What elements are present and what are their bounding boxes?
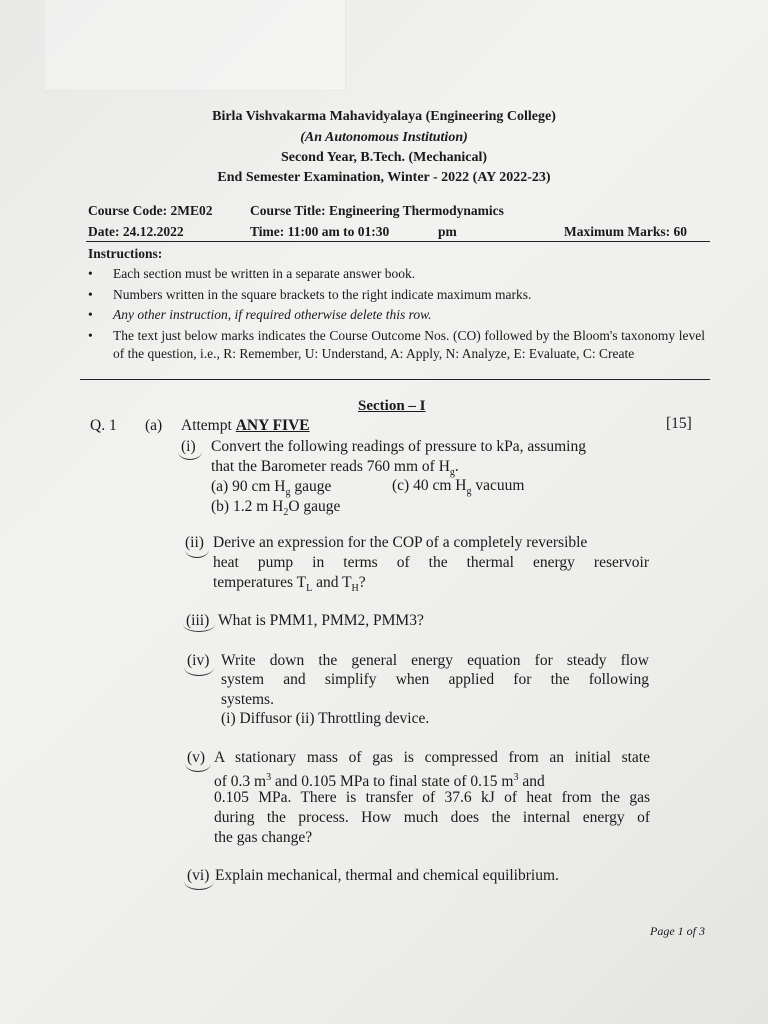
sub-question-i-line1: Convert the following readings of pressure to kPa, assuming [211, 438, 586, 455]
instructions-title: Instructions: [88, 246, 163, 261]
sub-question-v-line2: of 0.3 $m^3$ and 0.105 MPa to final state of 0.15 $m^3$ and [214, 772, 545, 791]
sub-question-v-line1: A stationary mass of gas is compressed from an initial state [214, 749, 650, 766]
tick-mark [185, 541, 209, 558]
sub-question-iv-line2: system and simplify when applied for the following [221, 671, 649, 688]
sub-question-iii-text: What is PMM1, PMM2, PMM3? [218, 612, 424, 629]
sub-question-v-line3: 0.105 MPa. There is transfer of 37.6 kJ of heat from the gas [214, 789, 650, 806]
tick-mark [184, 873, 214, 890]
sub-question-iii-number: (iii) [186, 612, 210, 629]
instructions-divider [80, 379, 710, 380]
sub-question-iv-line3: systems. [221, 691, 274, 708]
exam-time: Time: 11:00 am to 01:30 [250, 224, 390, 239]
bullet-icon: • [88, 328, 93, 343]
sub-question-iv-number: (iv) [187, 652, 210, 669]
sub-question-i-option-a: (a) 90 cm $H_g$ gauge [211, 478, 332, 499]
tick-mark [178, 443, 202, 460]
meta-divider [86, 241, 710, 242]
bullet-icon: • [88, 266, 93, 281]
sub-question-i-option-b: (b) 1.2 m $H_2O$ gauge [211, 498, 341, 519]
paper-sticker-patch [45, 0, 346, 91]
bullet-icon: • [88, 307, 93, 322]
sub-question-vi-number: (vi) [187, 867, 210, 884]
sub-question-iv-line1: Write down the general energy equation for steady flow [221, 652, 649, 669]
attempt-instruction: Attempt ANY FIVE [181, 417, 310, 434]
sub-question-ii-line2: heat pump in terms of the thermal energy reservoir [213, 554, 649, 571]
sub-question-v-number: (v) [187, 749, 206, 766]
tick-mark [184, 659, 214, 676]
question-number: Q. 1 [90, 417, 117, 434]
sub-question-i-line2: that the Barometer reads 760 mm of $H_g$. [211, 458, 459, 479]
instruction-item: • Each section must be written in a separate answer book. [88, 266, 416, 281]
sub-question-i-number: (i) [181, 438, 196, 455]
sub-question-v-line5: the gas change? [214, 829, 313, 846]
year-program: Second Year, B.Tech. (Mechanical) [280, 150, 488, 165]
course-code: Course Code: 2ME02 [88, 203, 213, 218]
exam-title: End Semester Examination, Winter - 2022 (AY 2022-23) [217, 170, 551, 185]
course-title: Course Title: Engineering Thermodynamics [250, 203, 504, 218]
tick-mark [185, 755, 211, 772]
institute-name: Birla Vishvakarma Mahavidyalaya (Engineering College) [212, 109, 556, 124]
question-marks: [15] [666, 415, 692, 432]
sub-question-ii-number: (ii) [185, 534, 204, 551]
exam-time-pm: pm [438, 224, 457, 239]
exam-date: Date: 24.12.2022 [88, 224, 184, 239]
sub-question-v-line4: during the process. How much does the internal energy of [214, 809, 650, 826]
sub-question-vi-text: Explain mechanical, thermal and chemical equilibrium. [215, 867, 559, 884]
sub-question-iv-line4: (i) Diffusor (ii) Throttling device. [221, 710, 430, 727]
autonomous-note: (An Autonomous Institution) [300, 130, 468, 145]
question-part: (a) [145, 417, 163, 434]
instruction-item: • Numbers written in the square brackets to the right indicate maximum marks. [88, 287, 532, 302]
maximum-marks: Maximum Marks: 60 [564, 224, 687, 239]
sub-question-i-option-c: (c) 40 cm $H_g$ vacuum [392, 477, 525, 498]
tick-mark [183, 617, 215, 632]
section-heading: Section – I [358, 398, 426, 414]
instruction-item: • The text just below marks indicates the Course Outcome Nos. (CO) followed by the Bloom's taxonomy level of the question, i.e., R: Remember, U: Understand, A: Apply, N: Analyze, E: Evaluate, C: Create [88, 328, 705, 361]
sub-question-ii-line3: temperatures $T_L$ and $T_H$? [213, 574, 366, 595]
page-number: Page 1 of 3 [650, 924, 705, 938]
instruction-item: • Any other instruction, if required otherwise delete this row. [88, 307, 432, 322]
bullet-icon: • [88, 287, 93, 302]
sub-question-ii-line1: Derive an expression for the COP of a completely reversible [213, 534, 588, 551]
